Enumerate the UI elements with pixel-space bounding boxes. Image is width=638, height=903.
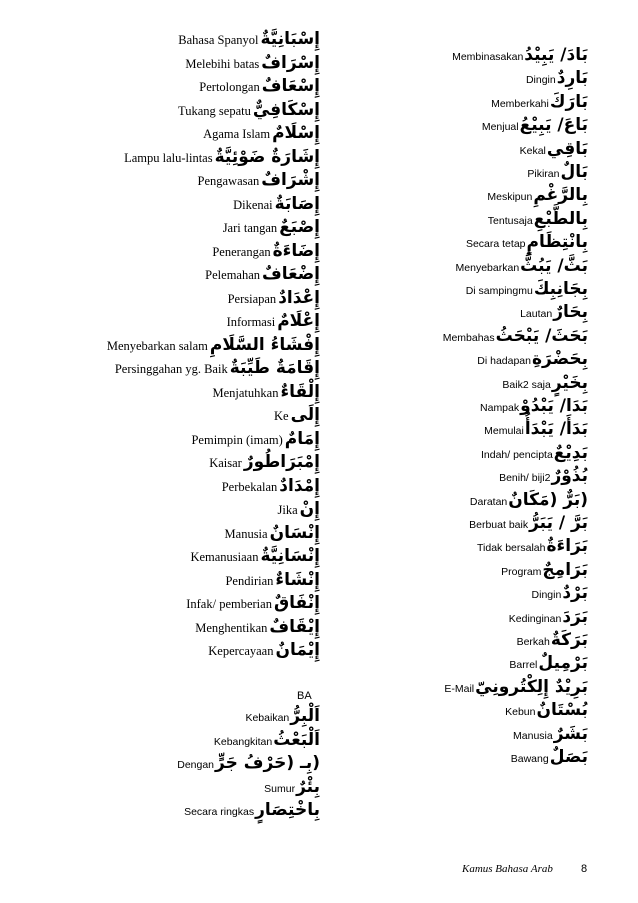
arabic-word: بَثَّ/ يَبُثُّ <box>520 255 588 276</box>
dictionary-entry <box>520 302 588 322</box>
indonesian-meaning: Benih/ biji2 <box>499 472 551 485</box>
indonesian-meaning: Daratan <box>469 495 508 508</box>
arabic-word: إِسْرَافٌ <box>261 52 320 73</box>
dictionary-entry <box>205 264 320 284</box>
dictionary-entry <box>527 162 588 182</box>
dictionary-entry <box>190 546 320 566</box>
dictionary-entry <box>225 523 320 543</box>
arabic-word: بِئْرٌ <box>296 776 320 797</box>
indonesian-meaning: Dengan <box>177 759 215 771</box>
indonesian-meaning: Pertolongan <box>199 80 260 94</box>
dictionary-entry <box>178 29 320 49</box>
arabic-word: إِسْكَافِيٌّ <box>252 99 320 120</box>
arabic-word: (بَرٌّ (مَكَانٌ <box>508 489 588 510</box>
arabic-word: بَشَرٌ <box>553 723 588 744</box>
indonesian-meaning: Indah/ pencipta <box>480 448 553 461</box>
indonesian-meaning: Pengawasan <box>197 174 260 188</box>
dictionary-entry <box>225 570 320 590</box>
indonesian-meaning: Perbekalan <box>221 479 278 494</box>
dictionary-entry <box>178 100 320 120</box>
indonesian-meaning: Menjual <box>481 121 519 134</box>
arabic-word: إِلْقَاءٌ <box>280 381 320 402</box>
indonesian-meaning: Kemanusiaan <box>190 550 259 564</box>
arabic-word: بَصَلٌ <box>549 747 588 767</box>
arabic-word: بَدَا/ يَبْدُوْ <box>520 396 588 416</box>
page-number: 8 <box>581 863 588 875</box>
indonesian-meaning: Dingin <box>531 589 562 602</box>
dictionary-entry <box>491 92 588 112</box>
indonesian-meaning: Memberkahi <box>491 97 549 110</box>
dictionary-entry <box>502 373 588 393</box>
indonesian-meaning: Nampak <box>480 402 520 414</box>
dictionary-entry <box>469 513 588 533</box>
dictionary-entry <box>456 256 588 276</box>
indonesian-meaning: Kebun <box>505 706 536 719</box>
arabic-word: إِقَامَةٌ طَيِّبَةٌ <box>229 358 320 378</box>
dictionary-entry <box>245 706 320 726</box>
indonesian-meaning: Kekal <box>519 144 546 157</box>
indonesian-meaning: Kebaikan <box>245 712 290 724</box>
dictionary-entry <box>278 499 320 519</box>
arabic-word: إِسْعَافٌ <box>261 76 320 96</box>
dictionary-entry <box>513 724 588 744</box>
indonesian-meaning: Berkah <box>516 636 550 648</box>
dictionary-entry <box>443 326 588 346</box>
indonesian-meaning: Jari tangan <box>222 221 278 235</box>
arabic-word: إِشْرَافٌ <box>261 170 320 190</box>
indonesian-meaning: Dikenai <box>233 197 273 212</box>
dictionary-entry <box>186 593 320 613</box>
dictionary-entry <box>184 800 320 820</box>
indonesian-meaning: Jika <box>277 503 298 517</box>
indonesian-meaning: Tentusaja <box>487 214 533 227</box>
arabic-word: إِمَامٌ <box>284 428 320 449</box>
indonesian-meaning: Meskipun <box>487 191 533 204</box>
arabic-word: بَرْدٌ <box>562 583 588 604</box>
indonesian-meaning: Di hadapan <box>477 355 531 368</box>
indonesian-meaning: Agama Islam <box>203 127 271 141</box>
dictionary-entry <box>509 607 588 627</box>
arabic-word: بُذُوْرٌ <box>551 466 588 487</box>
indonesian-meaning: Memulai <box>484 425 524 438</box>
arabic-word: إِعْلَامٌ <box>277 311 320 331</box>
arabic-word: بَارَكَ <box>549 91 588 112</box>
dictionary-entry <box>482 115 588 135</box>
dictionary-entry <box>203 123 320 143</box>
arabic-word: اَلْبَعْثُ <box>273 729 320 750</box>
indonesian-meaning: Lautan <box>520 308 553 321</box>
indonesian-meaning: Baik2 saja <box>502 378 551 391</box>
indonesian-meaning: Tidak bersalah <box>477 542 546 555</box>
arabic-word: إِنْفَاقٌ <box>273 593 320 613</box>
section-heading: BA <box>297 690 312 702</box>
arabic-word: إِسْلَامٌ <box>272 123 320 143</box>
dictionary-entry <box>233 194 320 214</box>
indonesian-meaning: Secara ringkas <box>184 806 255 818</box>
dictionary-entry <box>274 405 320 425</box>
indonesian-meaning: Melebihi batas <box>185 56 260 71</box>
dictionary-entry <box>484 419 588 439</box>
dictionary-entry <box>532 583 588 603</box>
arabic-word: بُسْتَانٌ <box>536 700 588 721</box>
indonesian-meaning: Pelemahan <box>205 268 261 282</box>
dictionary-entry <box>191 429 320 449</box>
dictionary-entry <box>452 45 588 65</box>
dictionary-entry <box>501 560 588 580</box>
dictionary-entry <box>208 640 320 660</box>
arabic-word: بَارِدٌ <box>556 68 588 89</box>
arabic-word: بَرَاءَةٌ <box>546 536 588 557</box>
indonesian-meaning: Persiapan <box>227 291 277 306</box>
indonesian-meaning: Manusia <box>513 729 553 742</box>
dictionary-entry <box>195 617 320 637</box>
dictionary-entry <box>107 335 320 355</box>
dictionary-entry <box>264 777 320 797</box>
dictionary-entry <box>222 476 320 496</box>
dictionary-entry <box>115 358 320 378</box>
footer-title: Kamus Bahasa Arab <box>462 863 553 875</box>
arabic-word: إِضَاءَةٌ <box>272 240 320 261</box>
dictionary-entry <box>185 53 320 73</box>
arabic-word: إِنْسَانِيَّةٌ <box>260 546 320 566</box>
arabic-word: بَدِيْعٌ <box>553 442 588 463</box>
indonesian-meaning: Kedinginan <box>508 612 562 625</box>
arabic-word: بَدَأَ/ يَبْدَأُ <box>524 419 588 440</box>
dictionary-entry <box>505 700 588 720</box>
indonesian-meaning: Informasi <box>226 315 276 329</box>
indonesian-meaning: Kebangkitan <box>213 735 273 748</box>
arabic-word: إِسْبَانِيَّةٌ <box>260 29 320 49</box>
indonesian-meaning: E-Mail <box>444 682 475 695</box>
dictionary-entry <box>488 209 588 229</box>
dictionary-entry <box>214 730 320 750</box>
arabic-word: إِصْبَعٌ <box>279 217 320 237</box>
arabic-word: بَرَّ / يَبَرُّ <box>529 513 588 533</box>
indonesian-meaning: Manusia <box>224 526 268 541</box>
indonesian-meaning: Pikiran <box>527 168 560 180</box>
arabic-word: بَاقِي <box>546 138 588 159</box>
indonesian-meaning: Barrel <box>509 659 538 672</box>
dictionary-entry <box>212 241 320 261</box>
arabic-word: إِيْمَانٌ <box>275 640 320 660</box>
dictionary-entry <box>209 452 320 472</box>
arabic-word: بَرَدَ <box>562 606 588 627</box>
dictionary-entry <box>124 147 320 167</box>
dictionary-entry <box>466 232 588 252</box>
indonesian-meaning: Secara tetap <box>465 238 526 251</box>
dictionary-entry <box>477 536 588 556</box>
dictionary-entry <box>223 217 320 237</box>
indonesian-meaning: Sumur <box>264 782 296 795</box>
indonesian-meaning: Persinggahan yg. Baik <box>114 362 228 376</box>
indonesian-meaning: Kaisar <box>209 456 242 470</box>
arabic-word: بَرَكَةٌ <box>550 630 588 650</box>
indonesian-meaning: Di sampingmu <box>465 285 533 297</box>
arabic-word: إِلَى <box>290 405 320 425</box>
arabic-word: إِنْسَانٌ <box>269 522 320 543</box>
arabic-word: بَاعَ/ يَبِيْعُ <box>519 115 588 136</box>
indonesian-meaning: Bawang <box>510 753 549 765</box>
arabic-word: بِالرَّغْمِ <box>533 185 588 206</box>
dictionary-entry <box>466 279 588 299</box>
indonesian-meaning: Dingin <box>525 74 556 87</box>
arabic-word: بِالطَّبْعِ <box>533 208 588 229</box>
dictionary-entry <box>177 753 320 773</box>
arabic-word: بَرِيْدٌ إِلِكْتُرونِيّ <box>475 676 588 697</box>
arabic-word: بِجَانِبِكَ <box>533 279 588 299</box>
arabic-word: إِنْ <box>299 499 320 519</box>
indonesian-meaning: Pemimpin (imam) <box>191 432 283 447</box>
indonesian-meaning: Membinasakan <box>452 51 524 63</box>
arabic-word: اَلْبِرُّ <box>290 706 320 726</box>
dictionary-entry <box>470 490 588 510</box>
indonesian-meaning: Berbuat baik <box>469 519 529 531</box>
arabic-word: بِحَارٌ <box>553 302 588 323</box>
arabic-word: إِمْبَرَاطُورٌ <box>243 452 320 472</box>
arabic-word: إِعْدَادٌ <box>278 287 320 308</box>
arabic-word: بِخَيْرٍ <box>551 372 588 393</box>
dictionary-entry <box>520 139 588 159</box>
dictionary-entry <box>511 747 588 767</box>
indonesian-meaning: Lampu lalu-lintas <box>124 150 213 165</box>
arabic-word: بِاخْتِصَارٍ <box>255 800 320 820</box>
arabic-word: بَرَامِجٌ <box>542 559 588 580</box>
dictionary-entry <box>198 170 321 190</box>
dictionary-entry <box>517 630 588 650</box>
dictionary-entry <box>480 396 588 416</box>
arabic-word: بَرْمِيلٌ <box>538 653 588 674</box>
dictionary-entry <box>487 185 588 205</box>
dictionary-entry <box>481 443 588 463</box>
indonesian-meaning: Kepercayaan <box>208 644 274 658</box>
dictionary-entry <box>526 68 588 88</box>
indonesian-meaning: Ke <box>274 409 289 423</box>
dictionary-entry <box>228 288 320 308</box>
indonesian-meaning: Bahasa Spanyol <box>178 33 259 47</box>
arabic-word: (بِـ (حَرْفُ جَرٍّ <box>215 753 320 773</box>
indonesian-meaning: Menyebarkan salam <box>106 338 208 353</box>
dictionary-entry <box>199 76 320 96</box>
dictionary-entry <box>499 466 588 486</box>
arabic-word: بَالٌ <box>560 162 588 182</box>
arabic-word: بَحَثَ/ يَبْحَثُ <box>495 325 588 346</box>
arabic-word: إِشَارَةٌ ضَوْئِيَّةٌ <box>214 146 320 167</box>
indonesian-meaning: Membahas <box>442 331 495 344</box>
arabic-word: إِضْعَافٌ <box>262 264 320 284</box>
indonesian-meaning: Penerangan <box>212 244 271 259</box>
indonesian-meaning: Menghentikan <box>195 620 268 635</box>
arabic-word: إِنْشَاءٌ <box>275 569 320 590</box>
arabic-word: إِفْشَاءُ السَّلَامِ <box>209 334 320 355</box>
dictionary-entry <box>444 677 588 697</box>
arabic-word: بِانْتِظَامٍ <box>526 232 588 253</box>
arabic-word: إِمْدَادٌ <box>279 475 320 496</box>
arabic-word: إِيْقَافٌ <box>269 616 320 637</box>
indonesian-meaning: Menjatuhkan <box>212 385 279 400</box>
dictionary-entry <box>213 382 321 402</box>
indonesian-meaning: Menyebarkan <box>455 261 520 274</box>
indonesian-meaning: Pendirian <box>225 573 274 588</box>
indonesian-meaning: Tukang sepatu <box>178 103 251 118</box>
dictionary-entry <box>227 311 320 331</box>
arabic-word: بَادَ/ يَبِيْدُ <box>524 45 588 65</box>
indonesian-meaning: Infak/ pemberian <box>186 597 272 611</box>
arabic-word: إِصَابَةٌ <box>274 193 320 214</box>
arabic-word: بِحَضْرَةِ <box>532 349 588 370</box>
dictionary-entry <box>509 653 588 673</box>
dictionary-entry <box>477 349 588 369</box>
indonesian-meaning: Program <box>501 565 542 578</box>
